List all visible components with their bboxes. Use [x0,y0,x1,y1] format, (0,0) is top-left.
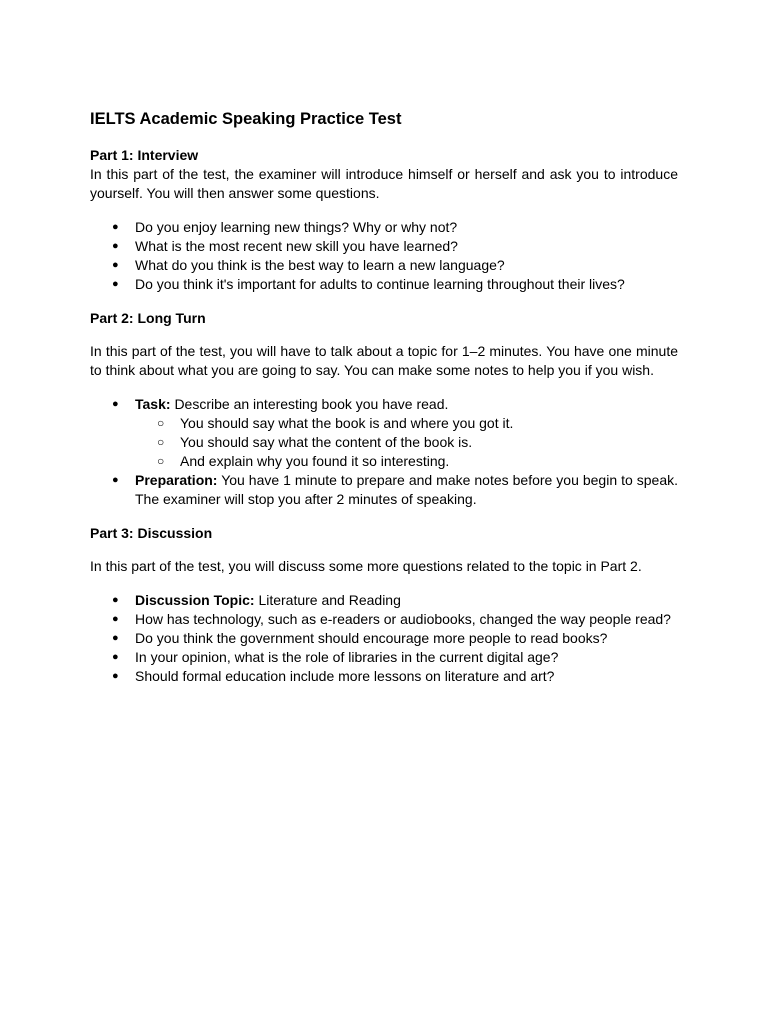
list-item: ● How has technology, such as e-readers or audiobooks, changed the way people read? [112,611,671,627]
part1-section [90,146,678,294]
part1-question-list [90,218,678,294]
part2-heading: Part 2: Long Turn [90,310,206,326]
list-item: ● What do you think is the best way to learn a new language? [112,257,505,273]
circle-bullet-icon: ○ [157,454,165,468]
part1-heading: Part 1: Interview [90,147,199,163]
bullet-icon: ● [112,613,119,625]
list-item: ● Should formal education include more lessons on literature and art? [112,668,555,684]
list-item: ● Do you think it's important for adults to continue learning throughout their lives? [112,276,625,292]
task-points-list [135,414,678,471]
part3-section [90,524,678,686]
bullet-icon: ● [112,651,119,663]
task-label: Task: [135,396,171,412]
discussion-topic-text: Literature and Reading [258,592,401,608]
bullet-icon: ● [112,278,119,290]
list-item [90,591,678,610]
preparation-label: Preparation: [135,472,218,488]
list-item: ○ You should say what the content of the book is. [157,434,473,450]
document-page [90,108,678,686]
preparation-text: You have 1 minute to prepare and make notes before you begin to speak. The examiner will stop you after 2 minutes of speaking. [135,472,678,507]
bullet-icon: ● [112,632,119,644]
part2-section [90,309,678,509]
bullet-icon: ● [112,670,119,682]
part3-question-list [90,591,678,686]
part3-intro: In this part of the test, you will discuss some more questions related to the topic in Part 2. [90,558,642,574]
bullet-icon: ● [112,398,119,410]
bullet-icon: ● [112,474,119,486]
list-item: ● In your opinion, what is the role of libraries in the current digital age? [112,649,559,665]
list-item: ○ And explain why you found it so interesting. [157,453,450,469]
list-item [90,395,678,471]
part2-task-list [90,395,678,509]
task-text: Describe an interesting book you have read. [174,396,449,412]
list-item: ● What is the most recent new skill you have learned? [112,238,458,254]
list-item: ● Do you enjoy learning new things? Why or why not? [112,219,458,235]
list-item [90,471,678,509]
discussion-topic-label: Discussion Topic: [135,592,255,608]
circle-bullet-icon: ○ [157,435,165,449]
part2-intro: In this part of the test, you will have to talk about a topic for 1–2 minutes. You have one minute to think about what you are going to say. You can make some notes to help you if you wish. [90,343,678,378]
bullet-icon: ● [112,240,119,252]
list-item: ● Do you think the government should encourage more people to read books? [112,630,608,646]
bullet-icon: ● [112,221,119,233]
part1-intro: In this part of the test, the examiner will introduce himself or herself and ask you to introduce yourself. You will then answer some questions. [90,166,678,201]
bullet-icon: ● [112,259,119,271]
bullet-icon: ● [112,594,119,606]
document-title: IELTS Academic Speaking Practice Test [90,110,402,128]
part3-heading: Part 3: Discussion [90,525,213,541]
circle-bullet-icon: ○ [157,416,165,430]
list-item: ○ You should say what the book is and where you got it. [157,415,514,431]
